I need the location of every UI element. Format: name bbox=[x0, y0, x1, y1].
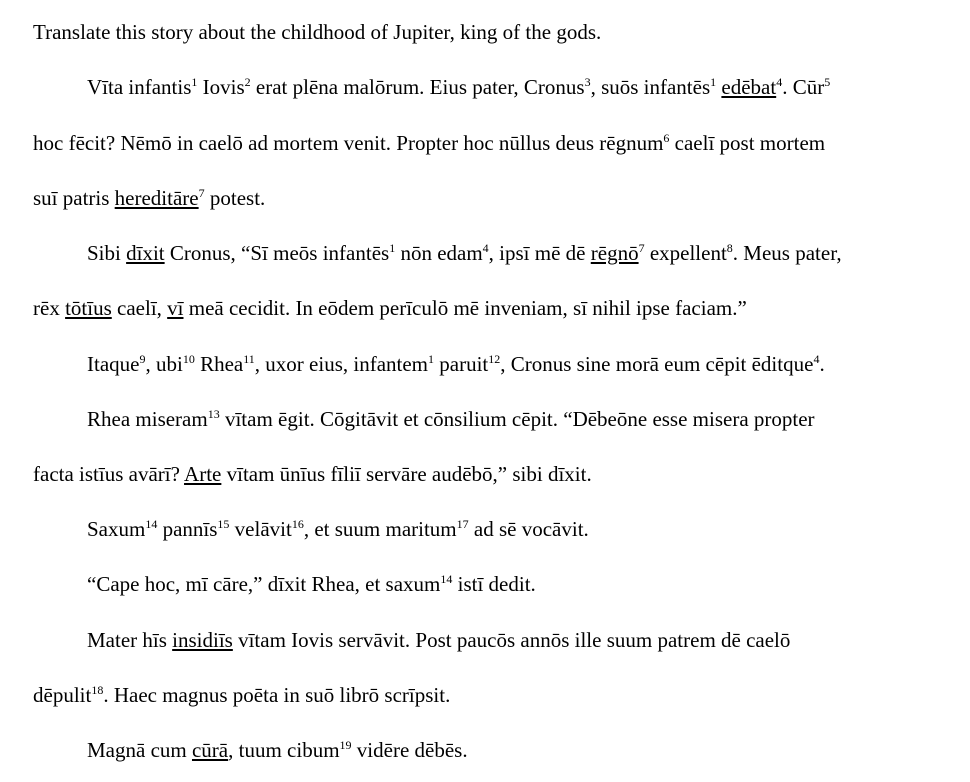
text-segment: . Meus pater, bbox=[732, 241, 842, 265]
text-segment: facta istīus avārī? bbox=[33, 462, 185, 486]
text-segment: vidēre dēbēs. bbox=[351, 738, 468, 762]
footnote-marker: 6 bbox=[663, 131, 670, 145]
text-segment: , Cronus sine morā eum cēpit ēditque bbox=[500, 352, 814, 376]
footnote-marker: 19 bbox=[339, 738, 352, 752]
text-segment: suī patris bbox=[33, 186, 115, 210]
text-segment: vītam ūnīus fīliī servāre audēbō,” sibi dīxit. bbox=[221, 462, 592, 486]
text-segment: nōn edam bbox=[395, 241, 483, 265]
story-line-9 bbox=[87, 517, 589, 544]
footnote-marker: 4 bbox=[482, 241, 489, 255]
text-segment: , et suum maritum bbox=[303, 517, 457, 541]
underlined-word: cūrā bbox=[191, 738, 229, 762]
text-segment: , uxor eius, infantem bbox=[254, 352, 429, 376]
footnote-marker: 1 bbox=[389, 241, 396, 255]
underlined-word: rēgnō bbox=[590, 241, 639, 265]
text-segment: “Cape hoc, mī cāre,” dīxit Rhea, et saxum bbox=[87, 572, 441, 596]
story-line-5 bbox=[33, 296, 747, 320]
footnote-marker: 9 bbox=[139, 352, 146, 366]
footnote-marker: 1 bbox=[428, 352, 435, 366]
footnote-marker: 12 bbox=[488, 352, 501, 366]
text-segment: rēx bbox=[33, 296, 66, 320]
footnote-marker: 14 bbox=[145, 517, 158, 531]
footnote-marker: 3 bbox=[584, 75, 591, 89]
footnote-marker: 2 bbox=[244, 75, 251, 89]
text-segment: , ipsī mē dē bbox=[488, 241, 591, 265]
text-segment: istī dedit. bbox=[452, 572, 536, 596]
footnote-marker: 17 bbox=[456, 517, 469, 531]
footnote-marker: 7 bbox=[638, 241, 645, 255]
text-segment: , ubi bbox=[145, 352, 183, 376]
story-line-2 bbox=[33, 131, 825, 158]
story-line-8 bbox=[33, 462, 592, 486]
story-line-7 bbox=[87, 407, 815, 434]
underlined-word: tōtīus bbox=[65, 296, 112, 320]
text-segment: , suōs infantēs bbox=[590, 75, 711, 99]
story-line-3 bbox=[33, 186, 265, 213]
story-line-13 bbox=[87, 738, 468, 765]
story-line-4 bbox=[87, 241, 842, 268]
footnote-marker: 1 bbox=[191, 75, 198, 89]
text-segment: Vīta infantis bbox=[87, 75, 192, 99]
story-line-1 bbox=[87, 75, 830, 102]
text-segment: erat plēna malōrum. Eius pater, Cronus bbox=[250, 75, 585, 99]
footnote-marker: 11 bbox=[243, 352, 255, 366]
story-line-10 bbox=[87, 572, 536, 599]
text-segment: Magnā cum bbox=[87, 738, 192, 762]
story-line-12 bbox=[33, 683, 450, 710]
footnote-marker: 13 bbox=[207, 407, 220, 421]
text-segment: . Cūr bbox=[782, 75, 825, 99]
text-segment: . bbox=[819, 352, 825, 376]
footnote-marker: 7 bbox=[198, 186, 205, 200]
story-line-6 bbox=[87, 352, 825, 379]
instruction-line: Translate this story about the childhood of Jupiter, king of the gods. bbox=[33, 20, 602, 44]
text-segment: Itaque bbox=[87, 352, 140, 376]
text-segment: dēpulit bbox=[33, 683, 92, 707]
underlined-word: edēbat bbox=[721, 75, 777, 99]
text-segment: caelī, bbox=[111, 296, 168, 320]
text-segment: paruit bbox=[434, 352, 489, 376]
text-segment: meā cecidit. In eōdem perīculō mē inveniam, sī nihil ipse faciam.” bbox=[183, 296, 747, 320]
text-segment: hoc fēcit? Nēmō in caelō ad mortem venit. Propter hoc nūllus deus rēgnum bbox=[33, 131, 664, 155]
text-segment: Cronus, “Sī meōs infantēs bbox=[164, 241, 390, 265]
underlined-word: hereditāre bbox=[114, 186, 199, 210]
footnote-marker: 14 bbox=[440, 572, 453, 586]
footnote-marker: 10 bbox=[182, 352, 195, 366]
text-segment: pannīs bbox=[157, 517, 218, 541]
footnote-marker: 16 bbox=[291, 517, 304, 531]
footnote-marker: 15 bbox=[217, 517, 230, 531]
footnote-marker: 4 bbox=[776, 75, 783, 89]
text-segment: . Haec magnus poēta in suō librō scrīpsit. bbox=[103, 683, 451, 707]
text-segment: velāvit bbox=[229, 517, 292, 541]
text-segment: caelī post mortem bbox=[669, 131, 826, 155]
text-segment: expellent bbox=[644, 241, 727, 265]
footnote-marker: 18 bbox=[91, 683, 104, 697]
text-segment: ad sē vocāvit. bbox=[468, 517, 589, 541]
footnote-marker: 5 bbox=[824, 75, 831, 89]
text-segment: Rhea bbox=[194, 352, 244, 376]
underlined-word: insidiīs bbox=[172, 628, 233, 652]
text-segment: Sibi bbox=[87, 241, 127, 265]
underlined-word: vī bbox=[167, 296, 184, 320]
underlined-word: Arte bbox=[184, 462, 222, 486]
text-segment: potest. bbox=[204, 186, 266, 210]
footnote-marker: 1 bbox=[710, 75, 717, 89]
text-segment: , tuum cibum bbox=[228, 738, 340, 762]
text-segment: vītam Iovis servāvit. Post paucōs annōs ille suum patrem dē caelō bbox=[232, 628, 791, 652]
underlined-word: dīxit bbox=[126, 241, 165, 265]
text-segment: Rhea miseram bbox=[87, 407, 208, 431]
footnote-marker: 8 bbox=[726, 241, 733, 255]
text-segment: Saxum bbox=[87, 517, 146, 541]
text-segment: vītam ēgit. Cōgitāvit et cōnsilium cēpit. “Dēbeōne esse misera propter bbox=[219, 407, 815, 431]
story-line-11 bbox=[87, 628, 790, 652]
footnote-marker: 4 bbox=[813, 352, 820, 366]
text-segment: Mater hīs bbox=[87, 628, 173, 652]
text-segment: Iovis bbox=[197, 75, 245, 99]
